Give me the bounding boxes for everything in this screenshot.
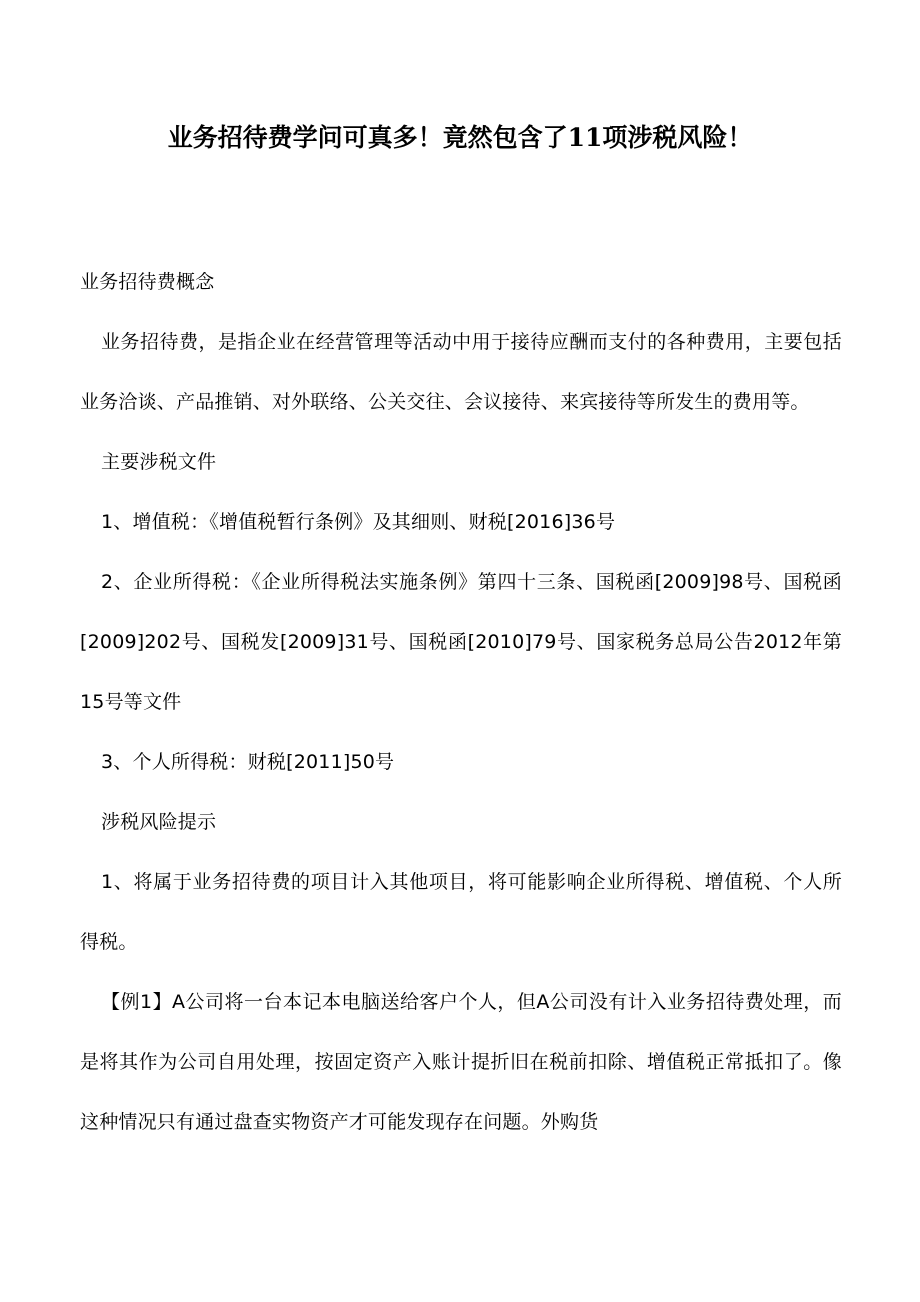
- example-paragraph-1: 【例1】A公司将一台本记本电脑送给客户个人，但A公司没有计入业务招待费处理，而是将其作为公司自用处理，按固定资产入账计提折旧在税前扣除、增值税正常抵扣了。像这种情况只有通过盘查实物资产才可能发现存在问题。外购货: [80, 991, 842, 1133]
- risk-item-1: 1、将属于业务招待费的项目计入其他项目，将可能影响企业所得税、增值税、个人所得税。: [80, 871, 842, 953]
- list-item-personal-income-tax: 3、个人所得税：财税[2011]50号: [101, 751, 395, 773]
- list-item-vat: 1、增值税：《增值税暂行条例》及其细则、财税[2016]36号: [101, 511, 616, 533]
- document-body: [80, 252, 842, 1152]
- section-heading-tax-documents: 主要涉税文件: [101, 451, 217, 473]
- paragraph-definition: 业务招待费，是指企业在经营管理等活动中用于接待应酬而支付的各种费用，主要包括业务洽谈、产品推销、对外联络、公关交往、会议接待、来宾接待等所发生的费用等。: [80, 331, 842, 413]
- section-heading-tax-risks: 涉税风险提示: [101, 811, 217, 833]
- list-item-corporate-income-tax: 2、企业所得税：《企业所得税法实施条例》第四十三条、国税函[2009]98号、国税函[2009]202号、国税发[2009]31号、国税函[2010]79号、国家税务总局公告2012年第15号等文件: [80, 571, 842, 713]
- document-title: 业务招待费学问可真多！竟然包含了11项涉税风险！: [167, 123, 753, 152]
- section-heading-concept: 业务招待费概念: [80, 271, 215, 293]
